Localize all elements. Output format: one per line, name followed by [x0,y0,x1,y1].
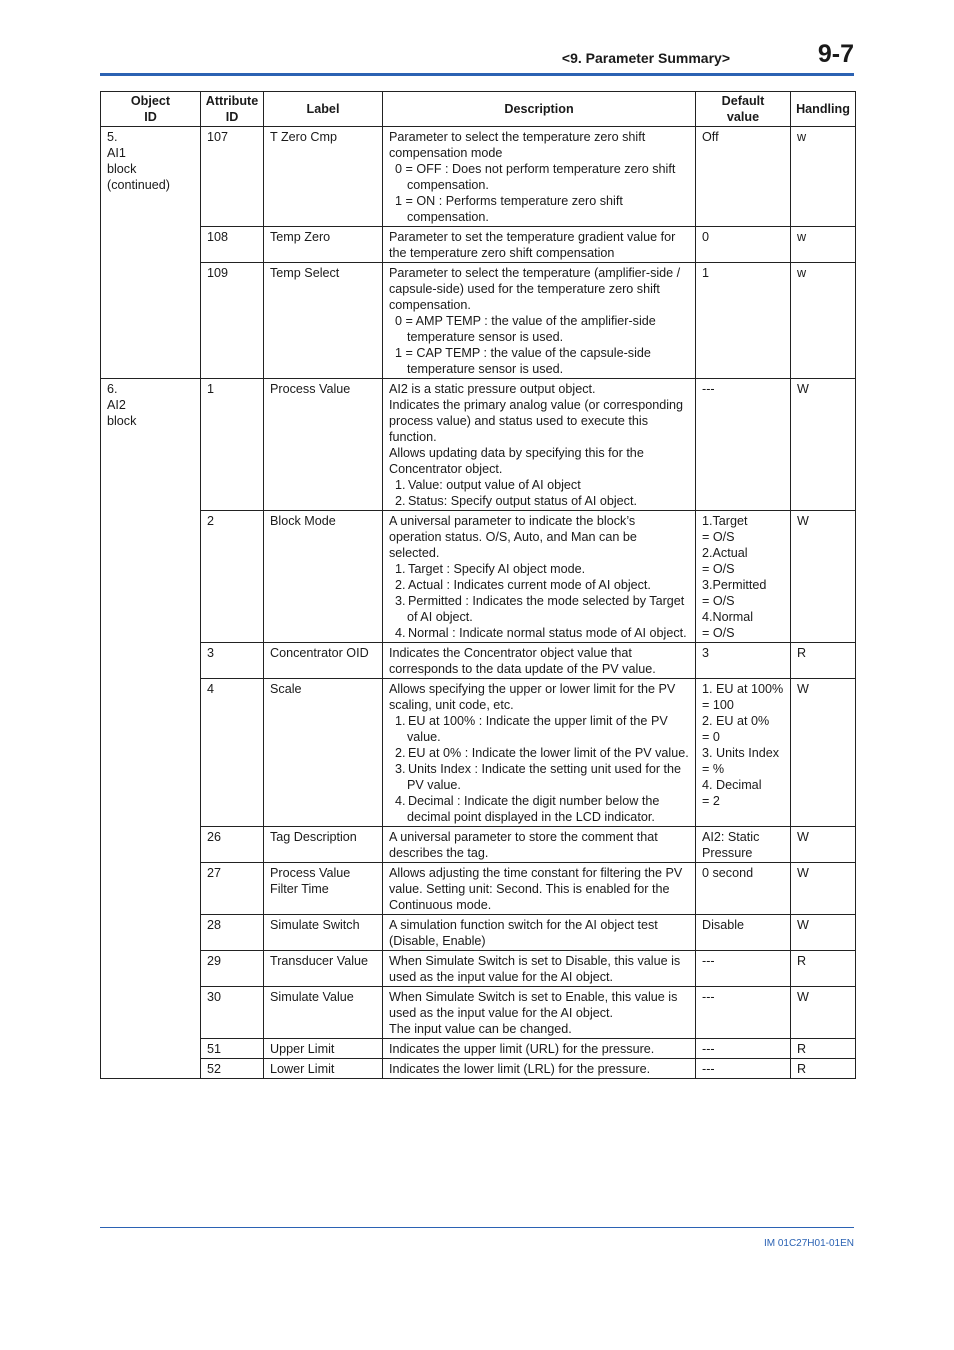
label-cell [264,379,383,511]
label-cell [264,263,383,379]
description-cell [383,263,696,379]
attribute-id-cell [201,987,264,1039]
attribute-id-cell [201,227,264,263]
text-line: 3 [207,646,215,660]
table-row [101,863,856,915]
attribute-id-cell [201,511,264,643]
description-text: Indicates the Concentrator object value that corresponds to the data update of the PV value. [389,646,656,676]
text-line: 2 [207,514,215,528]
table-row [101,915,856,951]
label-cell [264,679,383,827]
handling-cell [791,1059,856,1079]
text-line: W [797,830,809,844]
text-line: 27 [207,866,222,880]
text-line: Simulate Value [270,990,354,1004]
default-value-cell [696,511,791,643]
text-line: W [797,382,809,396]
text-line: Description [504,102,574,116]
default-value-cell [696,827,791,863]
attribute-id-cell [201,863,264,915]
description-text: Allows adjusting the time constant for filtering the PV value. Setting unit: Second. This is enabled for the Continuous mode. [389,866,683,912]
table-row [101,127,856,227]
label-cell [264,987,383,1039]
object-id-cell [101,127,201,379]
attribute-id-cell [201,679,264,827]
text-line: 3 [702,646,710,660]
handling-cell [791,951,856,987]
text-line: (continued) [107,178,171,192]
text-line: --- [702,1042,715,1056]
handling-cell [791,987,856,1039]
text-line: ID [144,110,157,124]
col-header-object-id [101,92,201,127]
label-cell [264,863,383,915]
attribute-id-cell [201,379,264,511]
text-line: Upper Limit [270,1042,335,1056]
text-line: ID [225,110,239,124]
object-id-cell [101,379,201,1079]
description-cell [383,643,696,679]
description-text: Parameter to select the temperature zero shift compensation mode [389,130,646,160]
table-row [101,227,856,263]
attribute-id-cell [201,643,264,679]
table-row [101,1039,856,1059]
handling-cell [791,643,856,679]
description-list-item: 3. Permitted : Indicates the mode selected by Target of AI object. [395,594,685,624]
text-line: 4. Decimal [702,778,762,792]
text-line: block [107,414,137,428]
label-cell [264,1039,383,1059]
description-cell [383,679,696,827]
text-line: Disable [702,918,744,932]
text-line: AI2 [107,398,126,412]
attribute-id-cell [201,827,264,863]
text-line: R [797,954,807,968]
description-cell [383,1039,696,1059]
description-cell [383,1059,696,1079]
description-list-item: 0 = OFF : Does not perform temperature zero shift compensation. [395,162,676,192]
text-line: Process Value [270,382,351,396]
text-line: Concentrator OID [270,646,369,660]
text-line: --- [702,990,715,1004]
default-value-cell [696,227,791,263]
text-line: = O/S [702,594,735,608]
text-line: 4 [207,682,215,696]
table-row [101,263,856,379]
description-text: When Simulate Switch is set to Enable, this value is used as the input value for the AI object. [389,990,678,1020]
text-line: = 2 [702,794,720,808]
page-header [100,40,854,76]
default-value-cell [696,863,791,915]
default-value-cell [696,1039,791,1059]
description-list-item: 0 = AMP TEMP : the value of the amplifier-side temperature sensor is used. [395,314,656,344]
description-cell [383,951,696,987]
text-line: w [797,130,807,144]
text-line: 52 [207,1062,222,1076]
description-list-item: 1 = ON : Performs temperature zero shift compensation. [395,194,623,224]
description-list-item: 2. EU at 0% : Indicate the lower limit of the PV value. [395,746,689,760]
text-line: W [797,918,809,932]
text-line: --- [702,382,715,396]
description-text: When Simulate Switch is set to Disable, this value is used as the input value for the AI object. [389,954,681,984]
handling-cell [791,915,856,951]
text-line: w [797,230,807,244]
handling-cell [791,379,856,511]
text-line: 28 [207,918,222,932]
text-line: = 100 [702,698,734,712]
label-cell [264,643,383,679]
text-line: 4.Normal [702,610,754,624]
description-list-item: 3. Units Index : Indicate the setting unit used for the PV value. [395,762,682,792]
default-value-cell [696,127,791,227]
text-line: 26 [207,830,222,844]
text-line: 5. [107,130,118,144]
text-line: --- [702,1062,715,1076]
handling-cell [791,511,856,643]
text-line: Filter Time [270,882,329,896]
col-header-attribute-id [201,92,264,127]
text-line: 0 [702,230,710,244]
text-line: Temp Select [270,266,340,280]
label-cell [264,951,383,987]
label-cell [264,827,383,863]
text-line: = % [702,762,725,776]
description-cell [383,987,696,1039]
header-rule [100,73,854,76]
text-line: 3.Permitted [702,578,767,592]
text-line: Object [130,94,171,108]
description-text: Indicates the lower limit (LRL) for the pressure. [389,1062,651,1076]
text-line: Tag Description [270,830,357,844]
text-line: Attribute [205,94,259,108]
text-line: W [797,990,809,1004]
text-line: 1 [207,382,215,396]
description-text: The input value can be changed. [389,1022,572,1036]
description-cell [383,227,696,263]
text-line: Label [306,102,340,116]
default-value-cell [696,643,791,679]
handling-cell [791,827,856,863]
handling-cell [791,1039,856,1059]
document-code: IM 01C27H01-01EN [763,1238,854,1249]
text-line: W [797,866,809,880]
description-text: A simulation function switch for the AI object test (Disable, Enable) [389,918,658,948]
description-cell [383,827,696,863]
label-cell [264,127,383,227]
text-line: 2. EU at 0% [702,714,770,728]
default-value-cell [696,1059,791,1079]
text-line: Temp Zero [270,230,331,244]
text-line: Simulate Switch [270,918,360,932]
description-text: Allows specifying the upper or lower limit for the PV scaling, unit code, etc. [389,682,676,712]
description-cell [383,511,696,643]
default-value-cell [696,987,791,1039]
text-line: R [797,646,807,660]
description-text: Indicates the primary analog value (or corresponding process value) and status used to execute this function. [389,398,684,444]
text-line: Off [702,130,719,144]
attribute-id-cell [201,1059,264,1079]
text-line: AI2: Static [702,830,760,844]
default-value-cell [696,379,791,511]
text-line: 0 second [702,866,754,880]
description-text: AI2 is a static pressure output object. [389,382,596,396]
col-header-default-value [696,92,791,127]
default-value-cell [696,915,791,951]
table-header-row [101,92,856,127]
text-line: Handling [796,102,850,116]
text-line: 2.Actual [702,546,748,560]
description-cell [383,379,696,511]
text-line: block [107,162,137,176]
text-line: Default [721,94,765,108]
text-line: 1. EU at 100% [702,682,784,696]
text-line: Transducer Value [270,954,369,968]
text-line: = 0 [702,730,720,744]
text-line: W [797,682,809,696]
description-list-item: 1 = CAP TEMP : the value of the capsule-side temperature sensor is used. [395,346,651,376]
default-value-cell [696,679,791,827]
table-row [101,1059,856,1079]
section-title: <9. Parameter Summary> [561,50,730,66]
description-cell [383,127,696,227]
text-line: Process Value [270,866,351,880]
col-header-description [383,92,696,127]
description-cell [383,915,696,951]
label-cell [264,1059,383,1079]
text-line: 30 [207,990,222,1004]
text-line: = O/S [702,626,735,640]
description-list-item: 4. Decimal : Indicate the digit number below the decimal point displayed in the LCD indicator. [395,794,660,824]
handling-cell [791,263,856,379]
description-list-item: 2. Actual : Indicates current mode of AI object. [395,578,651,592]
attribute-id-cell [201,127,264,227]
table-row [101,379,856,511]
col-header-handling [791,92,856,127]
description-text: Allows updating data by specifying this for the Concentrator object. [389,446,644,476]
label-cell [264,227,383,263]
text-line: 6. [107,382,118,396]
text-line: Scale [270,682,302,696]
text-line: AI1 [107,146,126,160]
label-cell [264,511,383,643]
attribute-id-cell [201,1039,264,1059]
col-header-label [264,92,383,127]
description-text: Parameter to select the temperature (amplifier-side / capsule-side) used for the temperature zero shift compensation. [389,266,681,312]
label-cell [264,915,383,951]
parameter-table [100,91,856,1079]
text-line: --- [702,954,715,968]
text-line: R [797,1062,807,1076]
attribute-id-cell [201,915,264,951]
text-line: = O/S [702,562,735,576]
default-value-cell [696,263,791,379]
handling-cell [791,127,856,227]
description-text: Indicates the upper limit (URL) for the pressure. [389,1042,655,1056]
table-row [101,951,856,987]
text-line: 3. Units Index [702,746,780,760]
page-number: 9-7 [817,40,854,68]
text-line: W [797,514,809,528]
table-row [101,679,856,827]
handling-cell [791,227,856,263]
text-line: Lower Limit [270,1062,335,1076]
default-value-cell [696,951,791,987]
text-line: 109 [207,266,229,280]
text-line: 51 [207,1042,222,1056]
text-line: 1.Target [702,514,748,528]
text-line: w [797,266,807,280]
description-list-item: 4. Normal : Indicate normal status mode of AI object. [395,626,687,640]
text-line: value [726,110,760,124]
text-line: 107 [207,130,229,144]
text-line: 1 [702,266,710,280]
attribute-id-cell [201,263,264,379]
handling-cell [791,863,856,915]
description-text: A universal parameter to indicate the block’s operation status. O/S, Auto, and Man can be selected. [389,514,637,560]
text-line: Block Mode [270,514,336,528]
description-text: Parameter to set the temperature gradient value for the temperature zero shift compensation [389,230,676,260]
description-text: A universal parameter to store the comment that describes the tag. [389,830,658,860]
handling-cell [791,679,856,827]
text-line: T Zero Cmp [270,130,337,144]
description-cell [383,863,696,915]
footer-rule [100,1227,854,1228]
table-row [101,827,856,863]
table-row [101,987,856,1039]
text-line: R [797,1042,807,1056]
table-row [101,511,856,643]
table-row [101,643,856,679]
text-line: = O/S [702,530,735,544]
table-body [101,127,856,1079]
description-list-item: 1. Value: output value of AI object [395,478,581,492]
text-line: 108 [207,230,229,244]
text-line: 29 [207,954,222,968]
description-list-item: 2. Status: Specify output status of AI object. [395,494,637,508]
text-line: Pressure [702,846,753,860]
attribute-id-cell [201,951,264,987]
description-list-item: 1. Target : Specify AI object mode. [395,562,586,576]
description-list-item: 1. EU at 100% : Indicate the upper limit of the PV value. [395,714,668,744]
